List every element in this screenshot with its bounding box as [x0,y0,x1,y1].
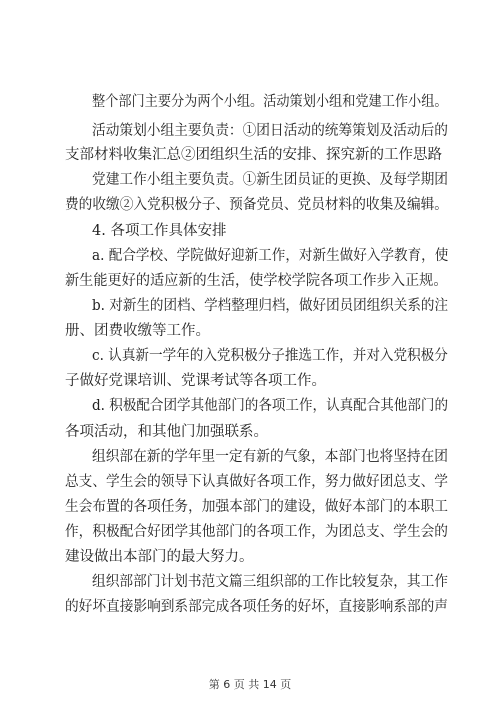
text-line-8: 新生能更好的适应新的生活，使学校学院各项工作步入正规。 [65,273,448,289]
text-line-21: 的好坏直接影响到系部完成各项任务的好坏，直接影响系部的声 [65,599,448,615]
text-line-14: 各项活动，和其他门加强联系。 [65,424,268,440]
section-heading: 4. 各项工作具体安排 [92,223,227,239]
text-line-18: 作，积极配合好团学其他部门的各项工作，为团总支、学生会的 [65,524,448,540]
text-line-12: 子做好党课培训、党课考试等各项工作。 [65,373,326,389]
text-line-13: d. 积极配合团学其他部门的各项工作，认真配合其他部门的 [92,398,449,414]
text-line-7: a. 配合学校、学院做好迎新工作，对新生做好入学教育，使 [92,248,449,264]
text-line-1: 整个部门主要分为两个小组。活动策划小组和党建工作小组。 [92,94,448,110]
text-line-9: b. 对新生的团档、学档整理归档，做好团员团组织关系的注 [92,298,449,314]
text-line-19: 建设做出本部门的最大努力。 [65,549,254,565]
text-line-20: 组织部部门计划书范文篇三组织部的工作比较复杂，其工作 [92,574,449,590]
text-line-17: 生会布置的各项任务，加强本部门的建设，做好本部门的本职工 [65,499,448,515]
text-line-5: 费的收缴②入党积极分子、预备党员、党员材料的收集及编辑。 [65,197,448,213]
text-line-3: 支部材料收集汇总②团组织生活的安排、探究新的工作思路 [65,147,442,163]
page-footer: 第 6 页 共 14 页 [208,678,292,691]
text-line-11: c. 认真新一学年的入党积极分子推选工作，并对入党积极分 [92,348,448,364]
text-line-10: 册、团费收缴等工作。 [65,323,210,339]
text-line-4: 党建工作小组主要负责。①新生团员证的更换、及每学期团 [92,172,449,188]
text-line-2: 活动策划小组主要负责：①团日活动的统筹策划及活动后的 [92,123,449,139]
text-line-15: 组织部在新的学年里一定有新的气象，本部门也将坚持在团 [92,449,449,465]
text-line-16: 总支、学生会的领导下认真做好各项工作，努力做好团总支、学 [65,474,448,490]
